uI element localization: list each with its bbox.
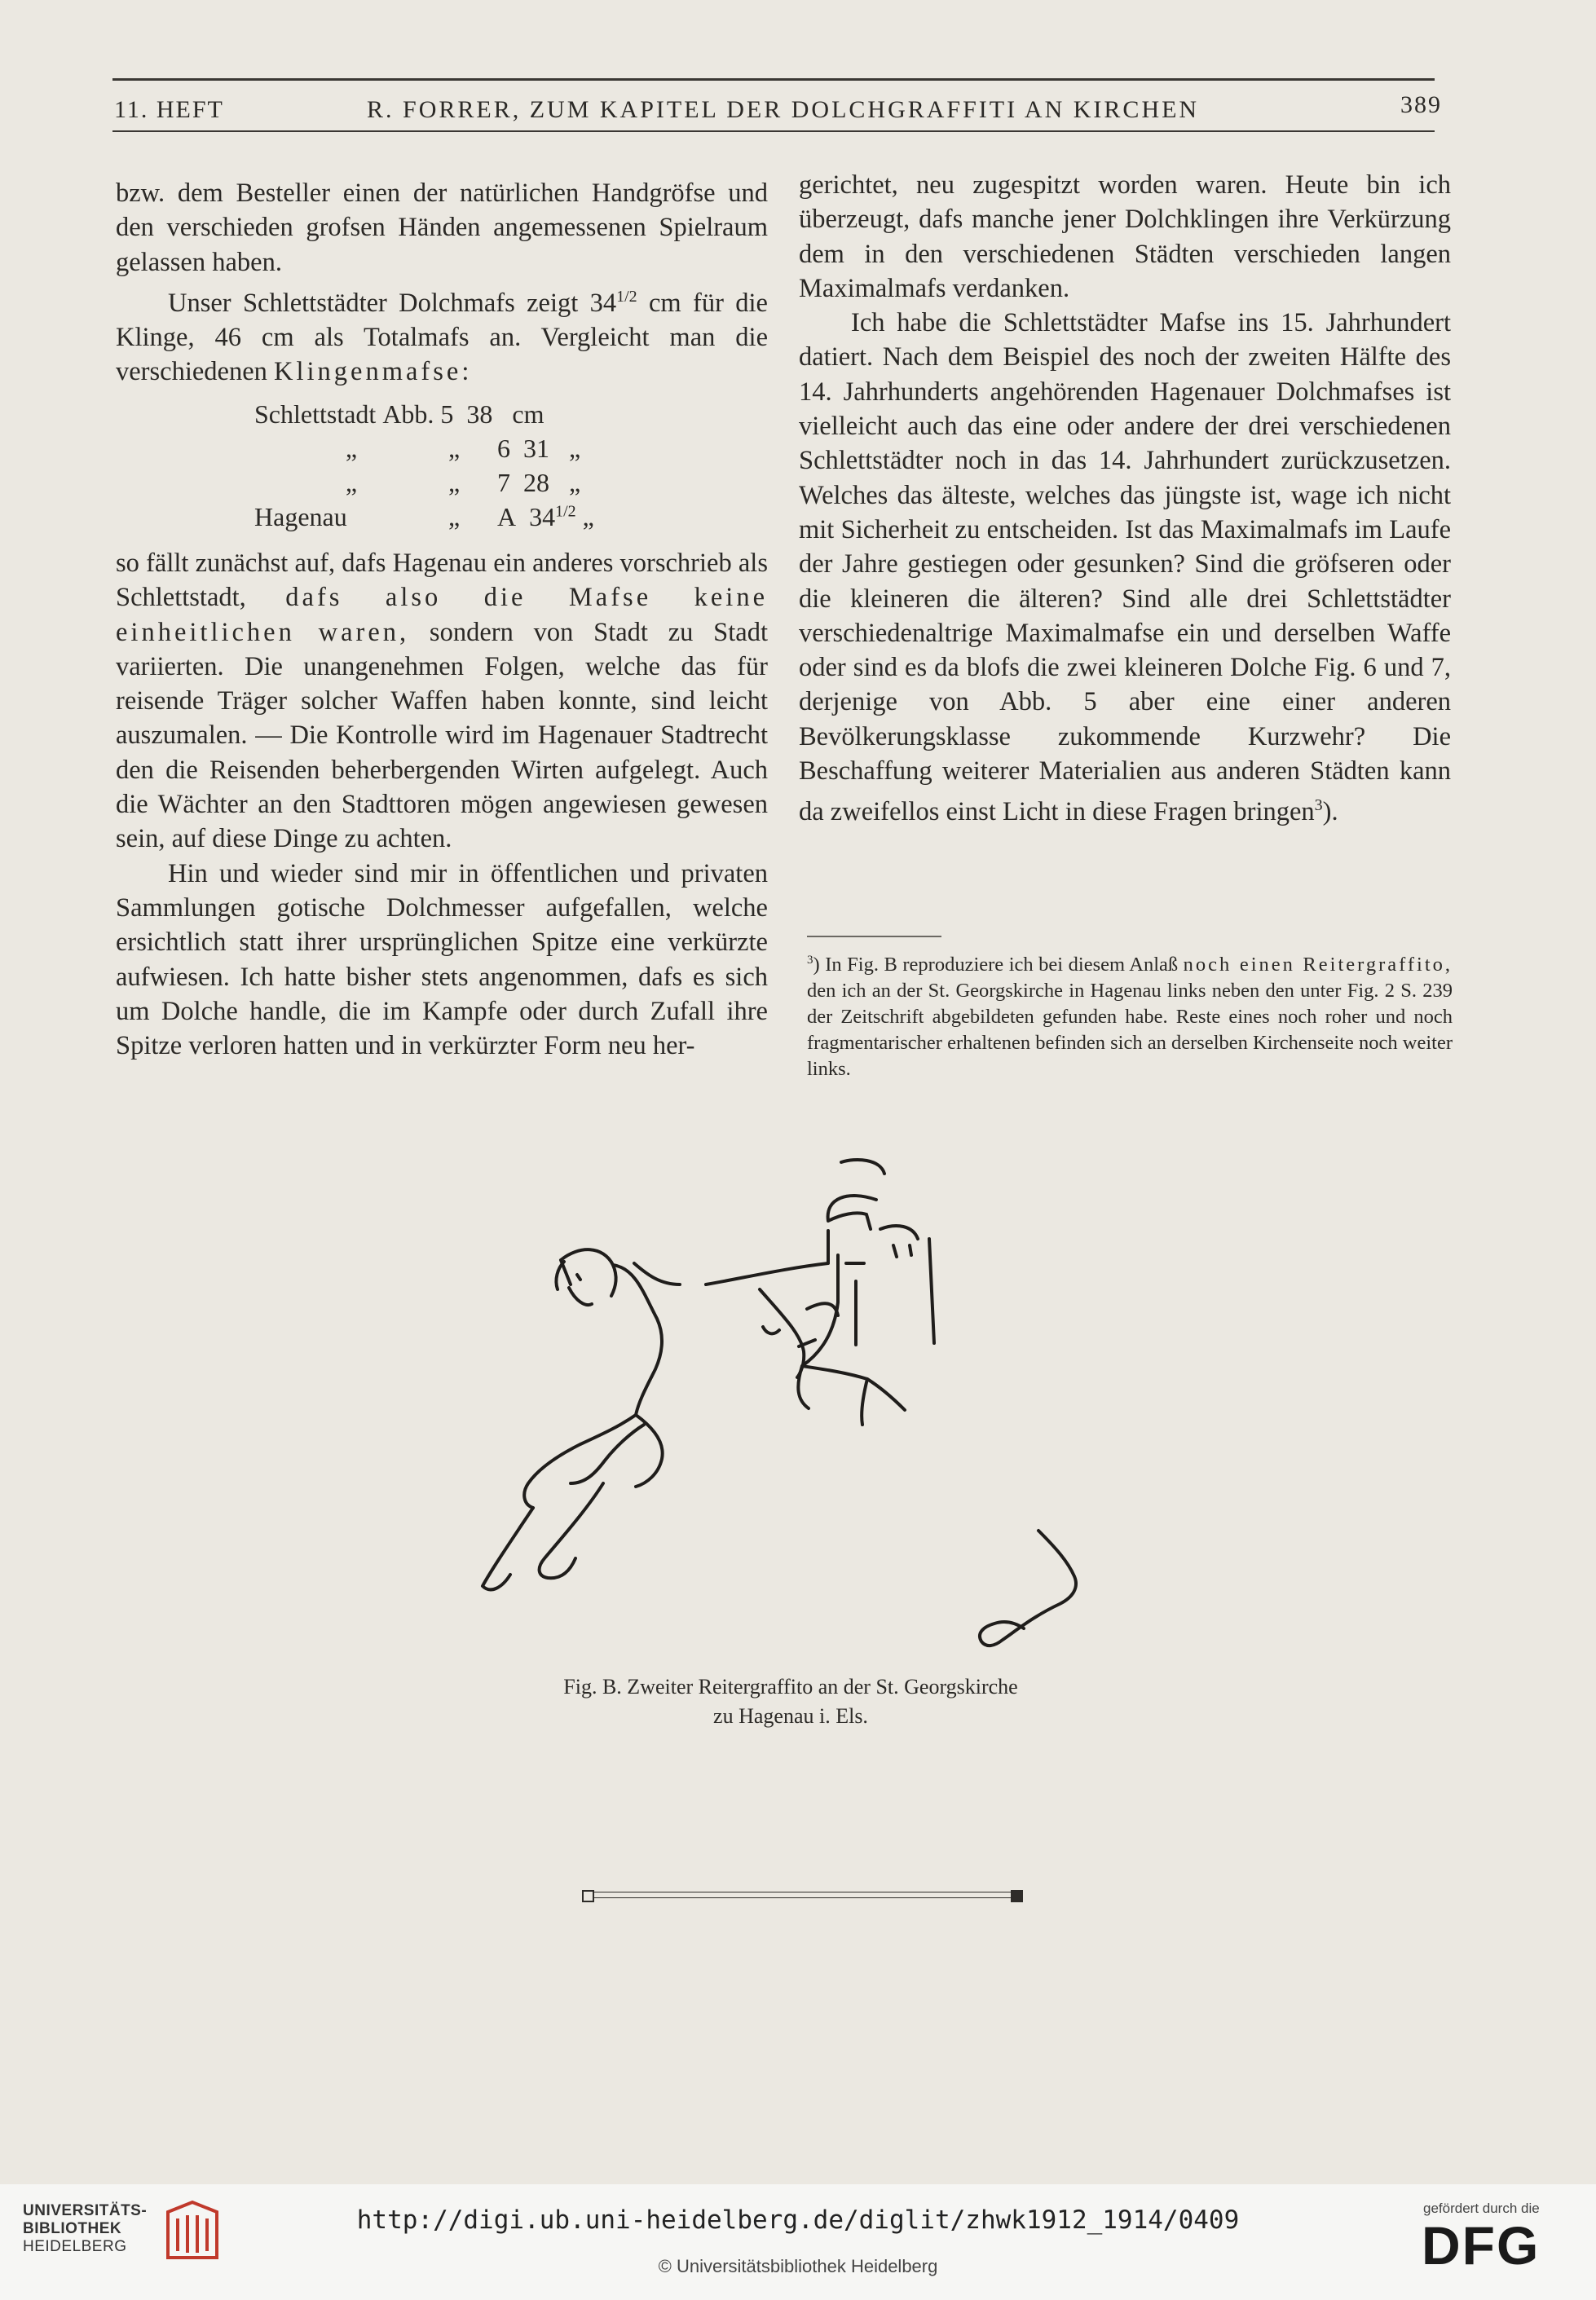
spaced-emphasis: dafs also die Mafse keine einheitlichen waren,: [116, 583, 768, 647]
dfg-logo: DFG: [1422, 2215, 1541, 2276]
shield: [880, 1226, 934, 1343]
end-rule-right-square: [1011, 1890, 1023, 1902]
left-column-top: [116, 176, 768, 390]
paragraph: Ich habe die Schlettstädter Mafse ins 15. Jahrhundert datiert. Nach dem Beispiel des noch der zweiten Hälfte des 14. Jahrhunderts angehörenden Hagenauer Dolchmafses ist vielleicht auch das eine oder andere der drei verschiedenen Schlettstädter noch in das 14. Jahrhundert zurückzusetzen. Welches das älteste, welches das jüngste ist, wage ich nicht mit Sicherheit zu entscheiden. Ist das Maximalmafs im Laufe der Jahre gestiegen oder gesunken? Sind die gröfseren oder die kleineren die älteren? Sind alle drei Schlettstädter verschiedenaltrige Maximalmafse ein und derselben Waffe oder sind es da blofs die zwei kleineren Dolche Fig. 6 und 7, derjenige von Abb. 5 aber eine einer anderen Bevölkerungsklasse zukommende Kurzwehr? Die Beschaffung weiterer Materialien aus anderen Städten kann da zweifellos einst Licht in diese Fragen bringen$^3$).: [799, 308, 1451, 827]
header-rule-bottom: [112, 130, 1435, 132]
horse-hind-leg: [980, 1531, 1076, 1646]
end-rule-bottom: [584, 1897, 1021, 1898]
measure-row: Hagenau „ A $34^{1/2}$ „: [254, 502, 594, 531]
fraction: 1/2: [616, 287, 637, 306]
issue-label: 11. HEFT: [114, 96, 224, 123]
footnote: $^3$) In Fig. B reproduziere ich bei diesem Anlaß noch einen Reitergraffito, den ich an der St. Georgskirche in Hagenau links neben den unter Fig. 2 S. 239 der Zeitschrift abgebildeten gefunden habe. Reste eines noch roher und noch fragmentarischer erhaltenen befinden sich an derselben Kirchenseite noch weiter links.: [807, 954, 1453, 1081]
paragraph: Unser Schlettstädter Dolchmafs zeigt $34^{1/2}$ cm für die Klinge, 46 cm als Totalmafs an. Vergleicht man die verschiedenen Klingenmafse:: [116, 287, 768, 387]
end-rule-left-square: [582, 1890, 594, 1902]
right-column: [799, 168, 1451, 829]
caption-line: Fig. B. Zweiter Reitergraffito an der St. Georgskirche: [563, 1675, 1018, 1699]
copyright-notice: © Universitätsbibliothek Heidelberg: [658, 2256, 938, 2276]
page-number: 389: [1400, 91, 1442, 118]
left-column-bottom: [116, 546, 768, 1063]
footnote-reference: 3: [1314, 796, 1323, 815]
rider-graffito-figure: [473, 1141, 1141, 1663]
measure-row: „ „ 7 28 „: [345, 468, 581, 497]
spaced-emphasis: Klingenmafse:: [274, 357, 473, 387]
horse-back: [634, 1231, 864, 1284]
running-title: R. FORRER, ZUM KAPITEL DER DOLCHGRAFFITI AN KIRCHEN: [367, 96, 1200, 123]
footnote-rule: [807, 936, 941, 937]
horse-head: [561, 1249, 616, 1305]
helmet-crest: [828, 1160, 884, 1229]
paragraph: so fällt zunächst auf, dafs Hagenau ein anderes vorschrieb als Schlettstadt, dafs also die Mafse keine einheitlichen waren, sondern von Stadt zu Stadt variierten. Die unangenehmen Folgen, welche das für reisende Träger solcher Waffen haben konnte, sind leicht auszumalen. — Die Kontrolle wird im Hagenauer Stadtrecht den die Reisenden beherbergenden Wirten aufgelegt. Auch die Wächter an den Stadttoren mögen angewiesen gewesen sein, auf diese Dinge zu achten.: [116, 549, 768, 854]
paragraph: bzw. dem Besteller einen der natürlichen Handgröfse und den verschieden grofsen Händen angemessenen Spielraum gelassen haben.: [116, 178, 768, 277]
paragraph: Hin und wieder sind mir in öffentlichen und privaten Sammlungen gotische Dolchmesser aufgefallen, welche ersichtlich statt ihrer ursprünglichen Spitze eine verkürzte aufwiesen. Ich hatte bisher stets angenommen, dafs es sich um Dolche handle, die im Kampfe oder durch Zufall ihre Spitze verloren hatten und in verkürzter Form neu her-: [116, 858, 768, 1061]
horse-neck-body: [524, 1265, 662, 1508]
header-rule-top: [112, 78, 1435, 81]
funding-note: gefördert durch die: [1423, 2201, 1540, 2216]
figure-caption: [424, 1672, 1157, 1731]
paragraph: gerichtet, neu zugespitzt worden waren. Heute bin ich überzeugt, dafs manche jener Dolchklingen ihre Verkürzung dem in den verschiedenen Städten verschieden langen Maximalmafs verdanken.: [799, 170, 1451, 303]
measure-row: „ „ 6 31 „: [345, 434, 581, 463]
caption-line: zu Hagenau i. Els.: [713, 1704, 868, 1728]
library-name: UNIVERSITÄTS- BIBLIOTHEK HEIDELBERG: [23, 2202, 148, 2255]
permalink-url[interactable]: http://digi.ub.uni-heidelberg.de/diglit/zhwk1912_1914/0409: [356, 2205, 1240, 2235]
horse-front-legs: [483, 1415, 663, 1589]
library-footer: [0, 2184, 1596, 2300]
measure-row: Schlettstadt Abb. 5 38 cm: [254, 399, 544, 429]
